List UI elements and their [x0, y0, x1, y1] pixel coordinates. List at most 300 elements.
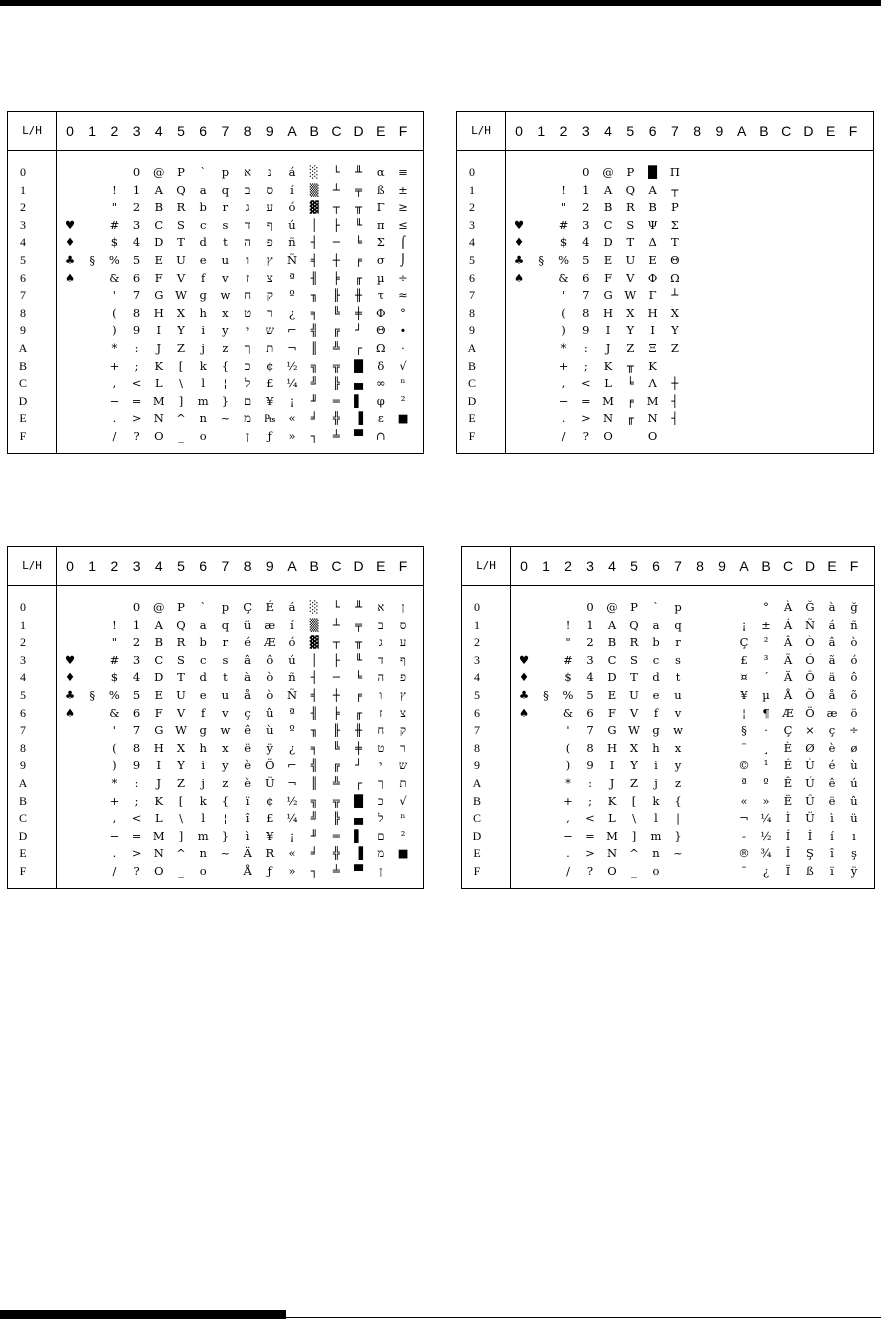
char-cell: ╬ [332, 411, 340, 426]
row-header: B [467, 358, 476, 373]
column-header: 6 [199, 123, 208, 139]
char-cell: ò [266, 670, 274, 685]
char-cell: = [131, 828, 142, 843]
char-cell: ╤ [355, 617, 363, 632]
char-cell: ƒ [267, 429, 272, 443]
char-cell: ן [379, 864, 383, 878]
char-cell: , [112, 811, 117, 826]
char-cell: _ [631, 864, 637, 878]
char-cell: * [111, 341, 118, 355]
char-cell: Γ [376, 200, 385, 215]
char-cell: H [603, 305, 614, 320]
column-header: A [739, 558, 749, 574]
char-cell: − [109, 393, 120, 408]
char-cell: ע [266, 200, 274, 215]
char-cell: 7 [586, 723, 594, 738]
char-cell: ! [561, 182, 566, 197]
row-header: 8 [20, 305, 26, 320]
char-cell: ß [806, 864, 814, 878]
char-cell: Ω [670, 270, 680, 285]
char-cell: ò [266, 688, 274, 702]
char-cell: └ [332, 600, 340, 614]
char-cell: ╟ [332, 288, 340, 303]
char-cell: ┌ [355, 776, 363, 790]
char-cell: ± [398, 182, 408, 197]
char-cell: v [674, 705, 682, 720]
char-cell: 1 [582, 182, 590, 197]
char-cell: ג [378, 635, 383, 650]
char-cell: − [109, 828, 120, 843]
char-cell: ו [246, 253, 250, 267]
row-header: D [18, 393, 28, 408]
column-header: 1 [537, 123, 546, 139]
char-cell: D [154, 235, 164, 250]
char-cell: ¡ [289, 393, 295, 408]
char-cell: j [201, 341, 205, 355]
char-cell: Ş [806, 846, 814, 861]
char-cell: ╤ [355, 182, 363, 197]
char-cell: / [112, 429, 117, 443]
char-cell: # [558, 217, 569, 232]
column-header: 6 [652, 558, 660, 574]
char-cell: ⁿ [400, 376, 406, 391]
char-cell: ë [828, 793, 836, 808]
row-header: C [472, 811, 481, 826]
char-cell: z [674, 776, 682, 790]
char-cell: í [290, 182, 294, 197]
char-cell: á [828, 617, 836, 632]
column-header: 0 [520, 558, 528, 574]
char-cell: X [176, 305, 186, 320]
char-cell: l [201, 376, 206, 391]
char-cell: c [199, 217, 207, 232]
char-cell: r [222, 635, 229, 650]
char-cell: ╗ [310, 358, 318, 373]
char-cell: ♣ [518, 688, 530, 702]
row-header-divider [505, 112, 506, 453]
char-cell: * [565, 776, 571, 790]
blank-page-area [0, 900, 881, 1300]
char-cell: q [221, 617, 230, 632]
char-cell: " [565, 635, 571, 650]
char-cell: f [653, 705, 659, 720]
char-cell: Y [177, 758, 185, 773]
char-cell: ¼ [760, 811, 772, 826]
char-cell: ú [850, 776, 858, 790]
char-cell: ║ [310, 341, 318, 355]
char-cell: Σ [376, 235, 385, 250]
column-header: 3 [132, 123, 141, 139]
char-cell: ש [265, 323, 274, 338]
char-cell: Ï [785, 864, 791, 878]
char-cell: ז [245, 270, 250, 285]
charset-table-2 [456, 111, 874, 454]
char-cell: å [244, 688, 252, 702]
char-cell: ╩ [332, 776, 340, 790]
char-cell: ô [266, 652, 274, 667]
char-cell: Î [785, 846, 791, 861]
char-cell: i [201, 323, 206, 338]
char-cell: F [604, 270, 613, 285]
char-cell: § [89, 253, 96, 267]
char-cell: ▄ [354, 811, 364, 826]
char-cell: מ [244, 411, 251, 426]
char-cell: 4 [132, 670, 141, 685]
char-cell: ╬ [332, 846, 340, 861]
char-cell: r [675, 635, 681, 650]
char-cell: Ã [783, 652, 793, 667]
row-header: 1 [474, 617, 480, 632]
row-header: F [19, 429, 27, 443]
row-header: 4 [20, 670, 26, 685]
row-header: 6 [469, 270, 475, 285]
char-cell: & [562, 705, 574, 720]
char-cell: ░ [309, 165, 319, 179]
char-cell: ט [377, 740, 385, 755]
char-cell: a [652, 617, 660, 632]
char-cell: : [583, 341, 588, 355]
char-cell: x [222, 305, 229, 320]
char-cell: ח [377, 723, 385, 738]
charset-table-4 [461, 546, 875, 889]
char-cell: 2 [586, 635, 594, 650]
char-cell: e [199, 688, 207, 702]
char-cell: ס [266, 182, 274, 197]
column-header: 5 [177, 558, 185, 574]
char-cell: ק [266, 288, 273, 303]
char-cell: î [245, 811, 250, 826]
char-cell: ♣ [513, 253, 525, 267]
char-cell: א [244, 165, 252, 179]
char-cell: ט [244, 305, 252, 320]
char-cell: פ [399, 670, 407, 685]
char-cell: α [376, 165, 385, 179]
char-cell: D [603, 235, 613, 250]
row-header: B [472, 793, 481, 808]
char-cell: ╓ [355, 705, 363, 720]
char-cell: I [609, 758, 615, 773]
char-cell: q [221, 182, 230, 197]
char-cell: ╣ [310, 758, 318, 773]
char-cell: 2 [132, 635, 141, 650]
char-cell: └ [332, 165, 340, 179]
char-cell: M [152, 393, 165, 408]
char-cell: = [585, 828, 595, 843]
char-cell: ▌ [354, 828, 364, 843]
char-cell: t [223, 670, 228, 685]
char-cell: ¿ [288, 305, 296, 320]
char-cell: Π [669, 165, 680, 179]
char-cell: ד [378, 652, 384, 667]
char-cell: ¥ [740, 688, 748, 702]
char-cell: ù [850, 758, 858, 773]
row-header: 9 [469, 323, 475, 338]
char-cell: c [652, 652, 660, 667]
char-cell: ¬ [287, 341, 297, 355]
char-cell: Ä [243, 846, 252, 861]
char-cell: ן [401, 600, 405, 614]
char-cell: ® [738, 846, 750, 861]
char-cell: E [154, 253, 163, 267]
char-cell: ¾ [760, 846, 772, 861]
char-cell: ¡ [741, 617, 747, 632]
char-cell: ¥ [266, 393, 274, 408]
char-cell: ¦ [223, 811, 228, 826]
char-cell: 4 [586, 670, 594, 685]
char-cell: é [828, 758, 836, 773]
char-cell: R [629, 635, 639, 650]
char-cell: Ğ [805, 600, 815, 614]
char-cell: G [603, 288, 613, 303]
char-cell: O [603, 429, 613, 443]
column-header: 8 [693, 123, 702, 139]
char-cell: j [201, 776, 205, 790]
char-cell: \ [179, 376, 183, 391]
char-cell: Ρ [670, 200, 679, 215]
column-header: D [803, 123, 814, 139]
char-cell: Ö [805, 705, 815, 720]
char-cell: ס [399, 617, 407, 632]
char-cell: J [605, 341, 611, 355]
char-cell: » [762, 793, 770, 808]
char-cell: ( [561, 305, 566, 320]
char-cell: e [652, 688, 660, 702]
char-cell: ¢ [266, 358, 274, 373]
column-header: F [398, 123, 408, 139]
char-cell: ♣ [64, 253, 76, 267]
char-cell: J [609, 776, 615, 790]
column-header: 9 [715, 123, 724, 139]
char-cell: W [628, 723, 640, 738]
char-cell: Z [177, 776, 185, 790]
column-header: E [827, 558, 837, 574]
char-cell: ? [133, 864, 140, 878]
char-cell: 1 [132, 617, 141, 632]
char-cell: ק [399, 723, 407, 738]
char-cell: ♥ [513, 217, 525, 232]
char-cell: F [154, 705, 163, 720]
char-cell: / [566, 864, 570, 878]
char-cell: & [109, 270, 120, 285]
footer-rule [286, 1317, 881, 1318]
char-cell: + [109, 793, 120, 808]
char-cell: ╨ [355, 600, 363, 614]
char-cell: Ì [785, 811, 791, 826]
char-cell: " [111, 200, 118, 215]
char-cell: ┤ [671, 393, 679, 408]
char-cell: g [199, 723, 207, 738]
char-cell: ∞ [376, 376, 386, 391]
column-header: 8 [696, 558, 704, 574]
row-header: E [19, 846, 27, 861]
char-cell: < [131, 811, 142, 826]
char-cell: C [154, 652, 164, 667]
char-cell: ñ [288, 670, 296, 685]
char-cell: ë [244, 740, 251, 755]
char-cell: 1 [132, 182, 141, 197]
char-cell: I [605, 323, 611, 338]
char-cell: 7 [132, 288, 141, 303]
char-cell: b [652, 635, 660, 650]
column-header: 4 [604, 123, 612, 139]
top-rule [0, 0, 881, 6]
char-cell: B [154, 200, 164, 215]
char-cell: ╥ [355, 635, 363, 650]
char-cell: R [265, 846, 275, 861]
char-cell: L [604, 376, 612, 391]
column-header: C [331, 123, 342, 139]
column-header: 2 [110, 123, 119, 139]
column-header: 5 [177, 123, 185, 139]
char-cell: ≤ [398, 217, 408, 232]
column-header: D [804, 558, 816, 574]
row-header: 9 [20, 758, 26, 773]
char-cell: ├ [332, 217, 340, 232]
row-header: 3 [474, 652, 480, 667]
row-header-divider [56, 112, 57, 453]
char-cell: ~ [220, 846, 231, 861]
char-cell: ¯ [741, 864, 747, 878]
char-cell: O [607, 864, 617, 878]
char-cell: ╔ [332, 758, 340, 773]
char-cell: Q [176, 182, 186, 197]
column-header: 4 [154, 558, 163, 574]
char-cell: ד [244, 217, 251, 232]
char-cell: µ [377, 270, 385, 285]
char-cell: ª [289, 705, 295, 720]
corner-label: L/H [22, 559, 42, 572]
char-cell: ] [178, 828, 184, 843]
char-cell: ´ [763, 670, 769, 685]
row-header: 0 [469, 165, 475, 179]
char-cell: ï [245, 793, 250, 808]
char-cell: Ι [650, 323, 655, 338]
char-cell: מ [377, 846, 385, 861]
char-cell: d [199, 670, 207, 685]
char-cell: ♠ [64, 270, 76, 285]
char-cell: Ô [805, 670, 815, 685]
char-cell: O [154, 864, 164, 878]
char-cell: ^ [176, 846, 186, 861]
char-cell: y [674, 758, 682, 773]
char-cell: ♠ [513, 270, 525, 285]
char-cell: K [154, 358, 164, 373]
char-cell: = [131, 393, 142, 408]
char-cell: O [154, 429, 164, 443]
char-cell: ß [376, 182, 385, 197]
char-cell: ─ [332, 235, 340, 250]
column-header: 4 [154, 123, 163, 139]
char-cell: ∩ [375, 429, 386, 443]
char-cell: ≥ [398, 200, 408, 215]
char-cell: Q [176, 617, 186, 632]
char-cell: ! [112, 617, 117, 632]
char-cell: Θ [376, 323, 386, 338]
char-cell: ¬ [739, 811, 749, 826]
char-cell: ╒ [355, 253, 363, 267]
char-cell: ó [850, 652, 858, 667]
char-cell: m [650, 828, 662, 843]
char-cell: ñ [288, 235, 296, 250]
char-cell: ¿ [762, 864, 770, 878]
char-cell: ╠ [332, 811, 340, 826]
char-cell: 6 [132, 270, 141, 285]
char-cell: ⁿ [400, 811, 406, 826]
char-cell: S [626, 217, 635, 232]
char-cell: │ [310, 217, 318, 232]
char-cell: S [177, 652, 185, 667]
char-cell: b [199, 200, 207, 215]
row-header: 7 [469, 288, 475, 303]
char-cell: ¡ [289, 828, 295, 843]
char-cell: l [201, 811, 206, 826]
corner-label: L/H [22, 124, 42, 137]
row-header: 3 [20, 652, 26, 667]
column-header: 2 [110, 558, 119, 574]
char-cell: ╜ [310, 393, 318, 408]
char-cell: K [154, 793, 164, 808]
row-header: 1 [20, 182, 26, 197]
row-header-divider [56, 547, 57, 888]
char-cell: £ [266, 811, 274, 826]
char-cell: « [288, 846, 296, 861]
char-cell: ו [379, 688, 383, 702]
char-cell: o [199, 864, 207, 878]
char-cell: ם [377, 828, 385, 843]
char-cell: _ [178, 864, 184, 878]
char-cell: k [199, 358, 207, 373]
char-cell: = [580, 393, 591, 408]
char-cell: √ [399, 358, 407, 373]
char-cell: I [156, 758, 162, 773]
char-cell: # [563, 652, 573, 667]
char-cell: f [201, 705, 206, 720]
char-cell: ╘ [626, 376, 634, 391]
column-header: 7 [221, 558, 230, 574]
column-header: 7 [670, 123, 679, 139]
char-cell: ע [399, 635, 407, 650]
column-header: C [331, 558, 342, 574]
char-cell: ╚ [332, 740, 340, 755]
char-cell: ï [830, 864, 834, 878]
char-cell: ı [852, 828, 856, 843]
char-cell: ¤ [740, 670, 748, 685]
char-cell: ץ [400, 688, 406, 702]
column-header: D [353, 123, 364, 139]
column-header: E [376, 558, 386, 574]
char-cell: T [626, 235, 635, 250]
char-cell: â [828, 635, 836, 650]
char-cell: ▌ [354, 393, 364, 408]
char-cell: E [154, 688, 163, 702]
char-cell: ² [400, 828, 406, 843]
row-header: F [468, 429, 476, 443]
char-cell: ▄ [354, 376, 364, 391]
column-header: A [287, 558, 297, 574]
char-cell: ♦ [518, 670, 530, 685]
char-cell: ç [244, 705, 251, 720]
char-cell: + [109, 358, 120, 373]
char-cell: ¬ [287, 776, 297, 790]
row-header: 4 [469, 235, 475, 250]
row-header: 7 [474, 723, 480, 738]
char-cell: ם [244, 393, 252, 408]
char-cell: ÿ [850, 864, 858, 878]
char-cell: ª [289, 270, 295, 285]
char-cell: V [629, 705, 639, 720]
row-header: F [473, 864, 481, 878]
char-cell: · [764, 723, 768, 738]
